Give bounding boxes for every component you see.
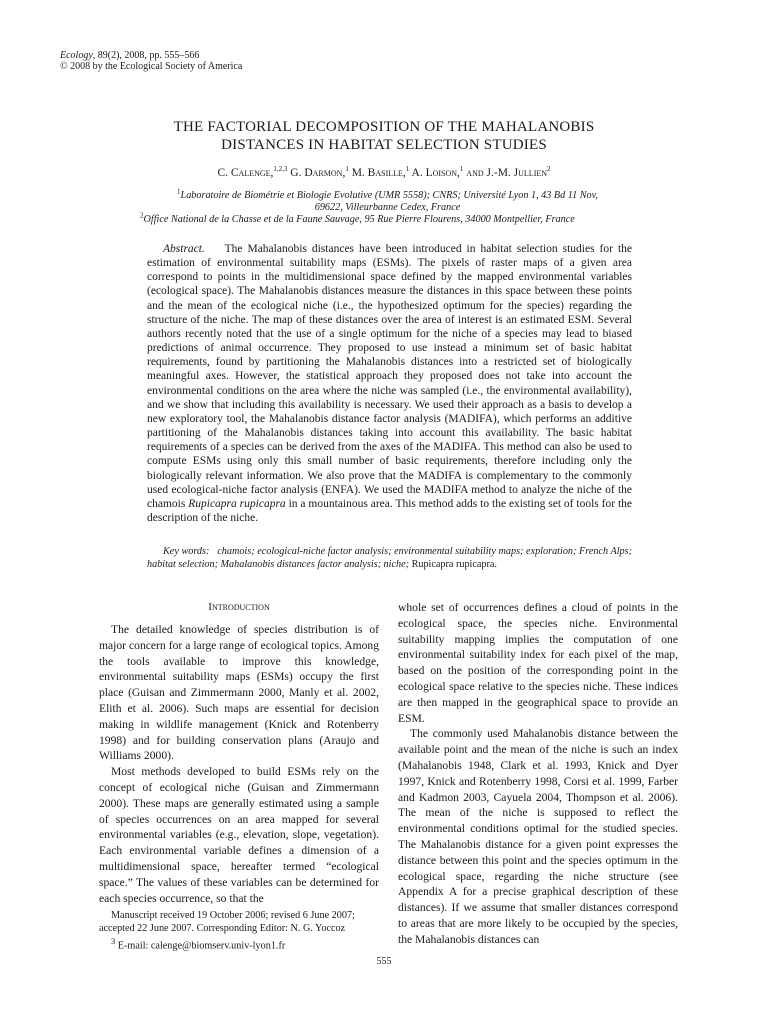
title-line-2: DISTANCES IN HABITAT SELECTION STUDIES bbox=[221, 137, 547, 153]
right-column bbox=[398, 600, 678, 948]
intro-paragraph-2: Most methods developed to build ESMs rely on the concept of ecological niche (Guisan and Zimmermann 2000). These maps are generally estimated using a sample of species occurrences on an area mapped for several environmental variables (e.g., elevation, slope, vegetation). Each environmental variable defines a dimension of a multidimensional space, hereafter termed “ecological space.” The values of these variables can be determined for each species occurrence, so that the bbox=[99, 765, 379, 905]
left-column bbox=[99, 600, 379, 906]
journal-citation bbox=[60, 50, 242, 61]
author-5-sup: 2 bbox=[547, 165, 551, 174]
author-2-sup: 1 bbox=[345, 165, 349, 174]
affiliation-2 bbox=[140, 211, 635, 226]
affiliation-1-text: Laboratoire de Biométrie et Biologie Evolutive (UMR 5558); CNRS; Université Lyon 1, 43 Bd 11 Nov, bbox=[180, 190, 598, 201]
email-note-sup: 3 bbox=[111, 936, 116, 946]
keywords-text: chamois; ecological-niche factor analysis; environmental suitability maps; exploration; French Alps; habitat selection; Mahalanobis distances factor analysis; niche; bbox=[147, 546, 633, 570]
journal-name: Ecology bbox=[60, 50, 93, 61]
copyright-line: © 2008 by the Ecological Society of America bbox=[60, 61, 243, 72]
author-2: G. Darmon, bbox=[287, 167, 346, 179]
intro-paragraph-4: The commonly used Mahalanobis distance between the available point and the mean of the niche is such an index (Mahalanobis 1948, Clark et al. 1993, Knick and Dyer 1997, Knick and Rotenberry 1998, Corsi et al. 1999, Farber and Kadmon 2003, Cayuela 2004, Thompson et al. 2006). The mean of the niche is supposed to reflect the environmental conditions optimal for the studied species. The Mahalanobis distance for a given point expresses the distance between this point and the species optimum in the ecological space, regarding the niche structure (see Appendix A for a precise graphical description of these distances). If we assume that smaller distances correspond to areas that are more likely to be occupied by the species, the Mahalanobis distances can bbox=[398, 727, 678, 946]
affiliation-1 bbox=[140, 187, 635, 202]
affiliation-2-text: Office National de la Chasse et de la Faune Sauvage, 95 Rue Pierre Flourens, 34000 Montpellier, France bbox=[143, 214, 575, 225]
intro-paragraph-3: whole set of occurrences defines a cloud of points in the ecological space, the species niche. Environmental suitability mapping implies the computation of one environmental suitability index for each pixel of the map, based on the position of the corresponding point in the ecological space relative to the species niche. These indices are then mapped in the geographical space to provide an ESM. bbox=[398, 601, 678, 725]
author-4-sup: 1 bbox=[459, 165, 464, 174]
affiliation-1-cont: 69622, Villeurbanne Cedex, France bbox=[314, 202, 461, 213]
author-3: M. Basille, bbox=[348, 167, 406, 179]
abstract-text: The Mahalanobis distances have been introduced in habitat selection studies for the estimation of environmental suitability maps (ESMs). The pixels of raster maps of a given area correspond to points in the multidimensional space defined by the mapped environmental variables (ecological space). The Mahalanobis distances measure the distances in this space between these points and the mean of the ecological niche (i.e., the hypothesized optimum for the species) regarding the structure of the niche. The map of these distances over the area of interest is an estimated ESM. Several authors recently noted that the use of a single optimum for the niche of a species may lead to biased predictions of animal occurrence. They proposed to use instead a minimum set of basic habitat requirements, found by partitioning the Mahalanobis distances into a restricted set of biologically meaningful axes. However, the statistical approach they proposed does not take into account the environmental conditions on the area where the niche was sampled (i.e., the environmental availability), and we show that including this availability is necessary. We used their approach as a basis to develop a new exploratory tool, the Mahalanobis distance factor analysis (MADIFA), which performs an additive partitioning of the Mahalanobis distances taking into account this availability. The basic habitat requirements of a species can be derived from the axes of the MADIFA. This method can also be used to compute ESMs using only this small number of basic requirements, therefore including only the biologically relevant information. We also prove that the MADIFA is complementary to the commonly used ecological-niche factor analysis (ENFA). We used the MADIFA method to analyze the niche of the chamois bbox=[147, 243, 633, 510]
author-1-sup: 1,2,3 bbox=[273, 165, 288, 174]
manuscript-note: Manuscript received 19 October 2006; revised 6 June 2007; accepted 22 June 2007. Corresponding Editor: N. G. Yoccoz bbox=[99, 910, 355, 934]
author-1: C. Calenge, bbox=[217, 167, 274, 179]
page-title bbox=[100, 118, 668, 154]
author-and: and bbox=[463, 167, 487, 179]
journal-issue: , 89(2), 2008, pp. 555–566 bbox=[92, 50, 200, 61]
abstract-label: Abstract. bbox=[163, 243, 205, 255]
affiliations bbox=[140, 187, 635, 226]
affiliation-2-sup: 2 bbox=[140, 211, 144, 220]
author-list bbox=[100, 166, 668, 180]
abstract bbox=[147, 242, 632, 525]
keywords bbox=[147, 546, 632, 571]
abstract-species: Rupicapra rupicapra bbox=[188, 497, 286, 510]
intro-paragraph-1: The detailed knowledge of species distribution is of major concern for a large range of ecological topics. Among the tools available to improve this knowledge, environmental suitability maps (ESMs) occupy the first place (Guisan and Zimmermann 2000, Manly et al. 2002, Elith et al. 2006). Such maps are essential for decision making in wildlife management (Knick and Rotenberry 1998) and for building conservation plans (Araujo and Williams 2000). bbox=[99, 623, 379, 763]
abstract-text-end: in a mountainous area. This method adds to the existing set of tools for the description of the niche. bbox=[147, 497, 633, 524]
affiliation-1-sup: 1 bbox=[177, 187, 181, 196]
email-note-text: E-mail: calenge@biomserv.univ-lyon1.fr bbox=[117, 940, 286, 952]
page-number: 555 bbox=[376, 956, 392, 967]
footnote bbox=[99, 910, 379, 953]
section-heading-introduction: Introduction bbox=[208, 601, 270, 613]
title-line-1: THE FACTORIAL DECOMPOSITION OF THE MAHALANOBIS bbox=[173, 119, 595, 135]
journal-reference bbox=[60, 50, 242, 72]
author-5: J.-M. Jullien bbox=[486, 167, 548, 179]
email-note bbox=[99, 935, 379, 953]
author-4: A. Loison, bbox=[409, 167, 460, 179]
keywords-species: Rupicapra rupicapra. bbox=[411, 558, 497, 570]
keywords-label: Key words: bbox=[163, 546, 210, 557]
author-3-sup: 1 bbox=[405, 165, 410, 174]
